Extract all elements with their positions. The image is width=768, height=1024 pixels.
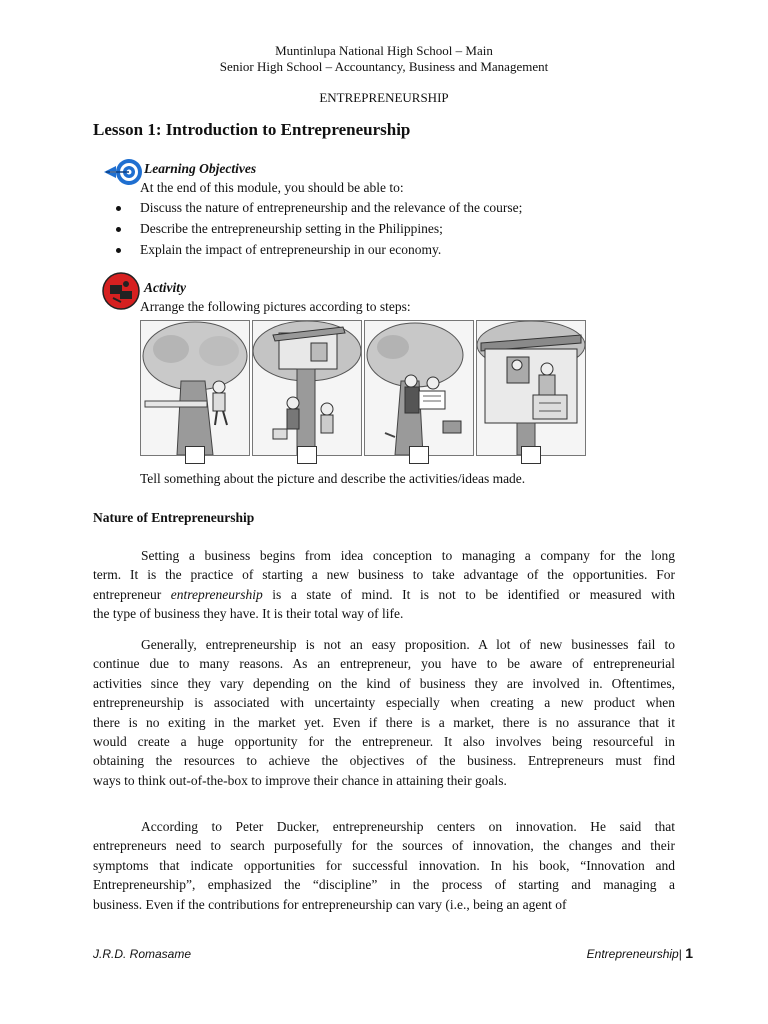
- paragraph-1: [93, 546, 675, 624]
- footer-page: [587, 945, 693, 961]
- paragraph-line: continue due to many reasons. As an entrepreneur, you have to be aware of entrepreneurial: [93, 656, 675, 672]
- picture-3: [364, 320, 474, 456]
- list-item: Discuss the nature of entrepreneurship and the relevance of the course;: [116, 200, 522, 221]
- footer-subject: Entrepreneurship: [586, 947, 679, 961]
- paragraph-line: activities since they vary depending on the kind of business they are involved in. Oftentimes,: [93, 675, 675, 691]
- paragraph-line: would create a huge opportunity for the entrepreneur. It also involves being resourceful in: [93, 733, 675, 749]
- picture-2: [252, 320, 362, 456]
- list-item: Explain the impact of entrepreneurship in our economy.: [116, 242, 522, 263]
- paragraph-line: symptoms that indicate opportunities for successful innovation. In his book, “Innovation and: [93, 857, 675, 873]
- paragraph-line: Setting a business begins from idea conception to managing a company for the long: [141, 548, 675, 563]
- school-name: Muntinlupa National High School – Main: [275, 43, 493, 58]
- picture-1: [140, 320, 250, 456]
- strand-name: Senior High School – Accountancy, Business and Management: [219, 59, 549, 74]
- answer-box-3[interactable]: [409, 446, 429, 464]
- bullet-icon: [116, 206, 121, 211]
- paragraph-line: there is no exiting in the market yet. Even if there is a market, there is no assurance that it: [93, 714, 675, 730]
- paragraph-line: business. Even if the contributions for entrepreneurship can vary (i.e., being an agent of: [93, 896, 567, 912]
- subject-heading: ENTREPRENEURSHIP: [319, 90, 449, 105]
- page-number: 1: [685, 945, 693, 961]
- objectives-list: [116, 200, 522, 263]
- objectives-intro: At the end of this module, you should be able to:: [140, 180, 404, 195]
- paragraph-2: [93, 635, 675, 790]
- paragraph-3: [93, 817, 675, 914]
- paragraph-line: entrepreneurs need to search purposefully for the sources of innovation, the changes and their: [93, 838, 675, 854]
- objectives-label: Learning Objectives: [144, 161, 257, 176]
- bullet-icon: [116, 248, 121, 253]
- activity-icon: [101, 271, 141, 311]
- paragraph-line: ways to think out-of-the-box to improve their chance in attaining their goals.: [93, 772, 507, 788]
- paragraph-line: the type of business they have. It is their total way of life.: [93, 606, 404, 622]
- lesson-title: Lesson 1: Introduction to Entrepreneurship: [93, 120, 411, 139]
- section-title: Nature of Entrepreneurship: [93, 510, 255, 525]
- paragraph-line: entrepreneurship is associated with uncertainty especially when creating a new product when: [93, 695, 675, 711]
- paragraph-line: Generally, entrepreneurship is not an easy proposition. A lot of new businesses fail to: [141, 637, 675, 652]
- list-item: Describe the entrepreneurship setting in the Philippines;: [116, 221, 522, 242]
- paragraph-line: According to Peter Ducker, entrepreneurship centers on innovation. He said that: [141, 819, 675, 834]
- paragraph-line: term. It is the practice of starting a new business to take advantage of the opportunities. For: [93, 567, 675, 583]
- footer-author: J.R.D. Romasame: [93, 947, 192, 961]
- paragraph-line: obtaining the resources to achieve the objectives of the business. Entrepreneurs must find: [93, 753, 675, 769]
- answer-box-1[interactable]: [185, 446, 205, 464]
- footer-separator: |: [678, 947, 682, 961]
- picture-4: [476, 320, 586, 456]
- activity-instruction: Arrange the following pictures according to steps:: [140, 299, 411, 314]
- activity-prompt: Tell something about the picture and describe the activities/ideas made.: [140, 471, 526, 486]
- paragraph-line: Entrepreneurship”, emphasized the “discipline” in the process of starting and managing a: [93, 877, 675, 893]
- activity-label: Activity: [144, 280, 186, 295]
- answer-box-2[interactable]: [297, 446, 317, 464]
- bullet-icon: [116, 227, 121, 232]
- paragraph-line: entrepreneur entrepreneurship is a state of mind. It is not to be identified or measured with: [93, 586, 675, 602]
- answer-box-4[interactable]: [521, 446, 541, 464]
